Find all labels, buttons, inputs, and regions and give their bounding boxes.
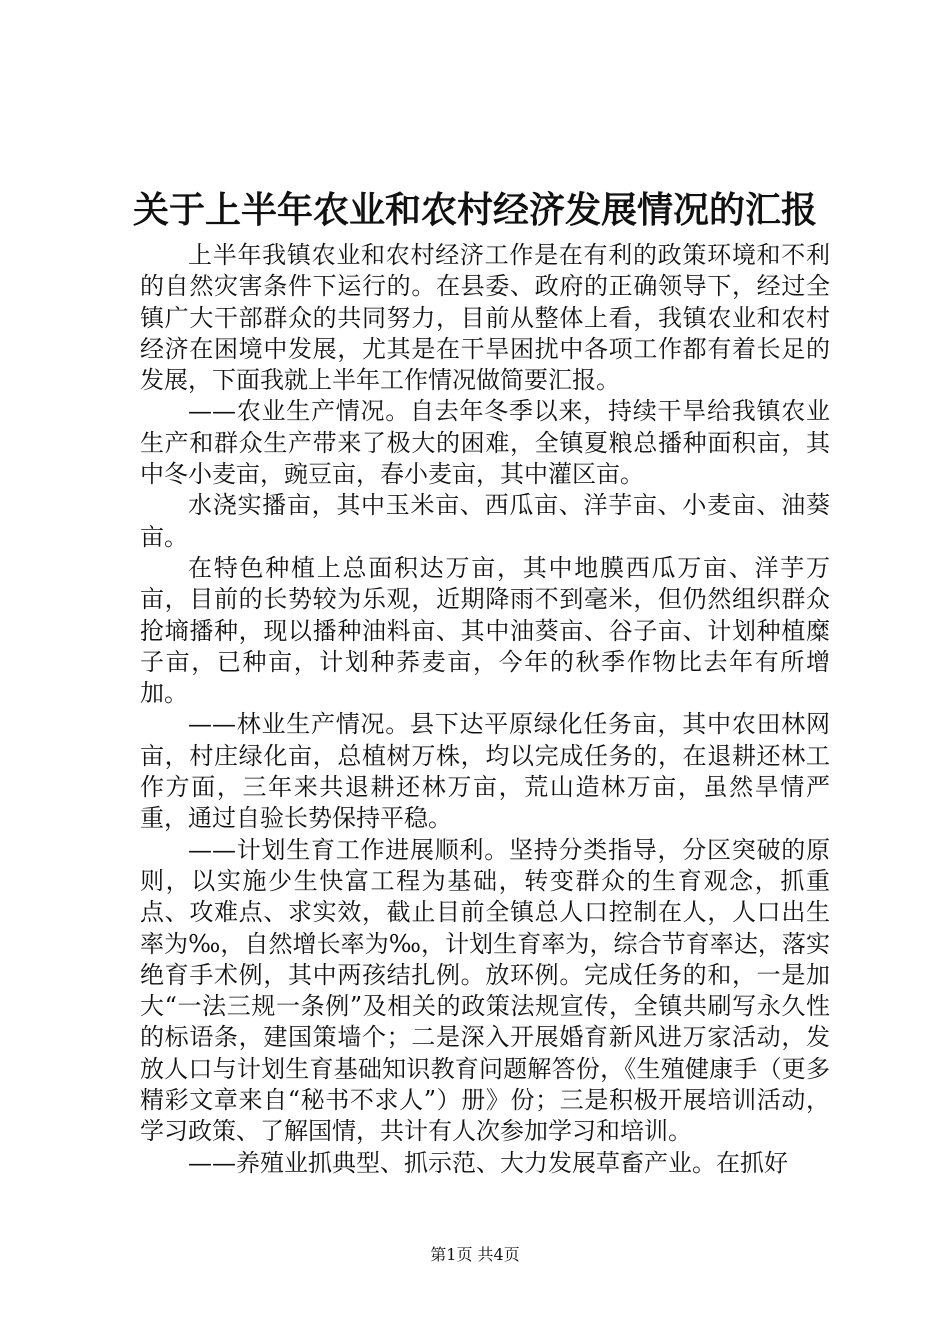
paragraph: ——计划生育工作进展顺利。坚持分类指导，分区突破的原则，以实施少生快富工程为基础，转变群众的生育观念，抓重点、攻难点、求实效，截止目前全镇总人口控制在人，人口出生率为‰，自然增长率为‰，计划生育率为，综合节育率达，落实绝育手术例，其中两孩结扎例。放环例。完成任务的和，一是加大“一法三规一条例”及相关的政策法规宣传，全镇共刷写永久性的标语条，建国策墙个；二是深入开展婚育新风进万家活动，发放人口与计划生育基础知识教育问题解答份，《生殖健康手（更多精彩文章来自“秘书不求人”）册》份；三是积极开展培训活动，学习政策、了解国情，共计有人次参加学习和培训。 bbox=[140, 835, 830, 1146]
page-number-footer: 第1页 共4页 bbox=[430, 1245, 520, 1264]
paragraph: 在特色种植上总面积达万亩，其中地膜西瓜万亩、洋芋万亩，目前的长势较为乐观，近期降雨不到毫米，但仍然组织群众抢墒播种，现以播种油料亩、其中油葵亩、谷子亩、计划种植糜子亩，已种亩，计划种荞麦亩，今年的秋季作物比去年有所增加。 bbox=[140, 553, 830, 708]
paragraph: 水浇实播亩，其中玉米亩、西瓜亩、洋芋亩、小麦亩、油葵亩。 bbox=[140, 491, 830, 551]
paragraph: ——林业生产情况。县下达平原绿化任务亩，其中农田林网亩，村庄绿化亩，总植树万株，均以完成任务的，在退耕还林工作方面，三年来共退耕还林万亩，荒山造林万亩，虽然旱情严重，通过自验长势保持平稳。 bbox=[140, 710, 830, 833]
paragraph: 上半年我镇农业和农村经济工作是在有利的政策环境和不利的自然灾害条件下运行的。在县委、政府的正确领导下，经过全镇广大干部群众的共同努力，目前从整体上看，我镇农业和农村经济在困境中发展，尤其是在干旱困扰中各项工作都有着长足的发展，下面我就上半年工作情况做简要汇报。 bbox=[140, 241, 830, 395]
paragraph: ——养殖业抓典型、抓示范、大力发展草畜产业。在抓好 bbox=[188, 1148, 788, 1177]
document-body bbox=[140, 240, 830, 1179]
document-title: 关于上半年农业和农村经济发展情况的汇报 bbox=[132, 189, 817, 231]
paragraph: ——农业生产情况。自去年冬季以来，持续干旱给我镇农业生产和群众生产带来了极大的困难，全镇夏粮总播种面积亩，其中冬小麦亩，豌豆亩，春小麦亩，其中灌区亩。 bbox=[140, 397, 830, 489]
